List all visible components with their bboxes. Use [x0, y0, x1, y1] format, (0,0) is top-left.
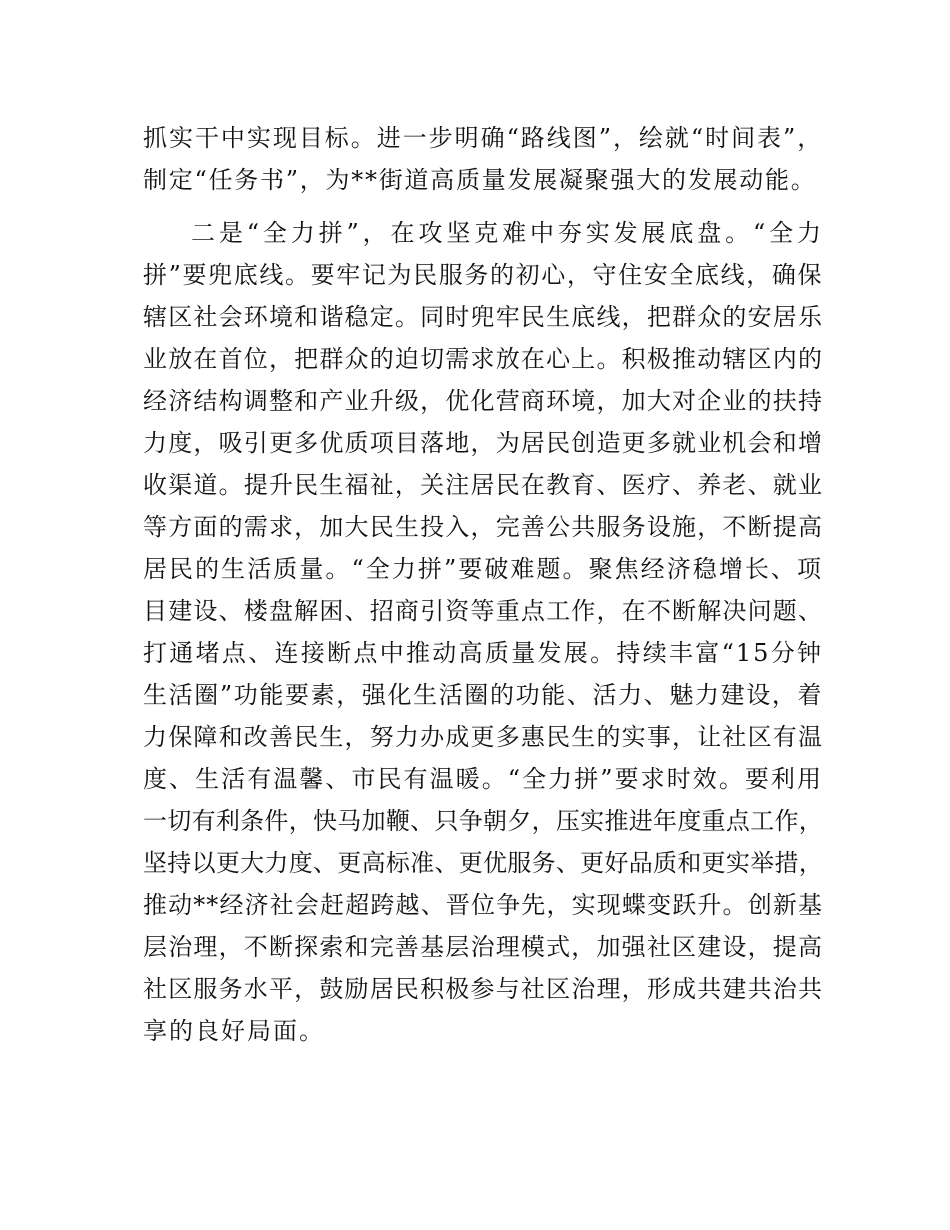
text-line: 拼”要兜底线。要牢记为民服务的初心，守住安全底线，确保 [143, 261, 823, 289]
text-line: 力保障和改善民生，努力办成更多惠民生的实事，让社区有温 [143, 723, 823, 751]
text-line: 层治理，不断探索和完善基层治理模式，加强社区建设，提高 [143, 933, 823, 961]
text-line: 坚持以更大力度、更高标准、更优服务、更好品质和更实举措， [143, 849, 823, 877]
paragraph-goal-continuation [143, 117, 823, 201]
text-line: 制定“任务书”，为**街道高质量发展凝聚强大的发展动能。 [143, 166, 817, 194]
text-line: 收渠道。提升民生福祉，关注居民在教育、医疗、养老、就业 [143, 471, 823, 499]
text-line: 业放在首位，把群众的迫切需求放在心上。积极推动辖区内的 [143, 345, 823, 373]
text-line: 辖区社会环境和谐稳定。同时兜牢民生底线，把群众的安居乐 [143, 303, 823, 331]
paragraph-full-effort [143, 212, 823, 1052]
text-line: 一切有利条件，快马加鞭、只争朝夕，压实推进年度重点工作， [143, 807, 823, 835]
text-line: 度、生活有温馨、市民有温暖。“全力拼”要求时效。要利用 [143, 765, 823, 793]
text-line: 推动**经济社会赶超跨越、晋位争先，实现蝶变跃升。创新基 [143, 891, 823, 919]
text-line: 居民的生活质量。“全力拼”要破难题。聚焦经济稳增长、项 [143, 555, 823, 583]
text-line: 打通堵点、连接断点中推动高质量发展。持续丰富“15分钟 [143, 639, 823, 667]
text-line: 目建设、楼盘解困、招商引资等重点工作，在不断解决问题、 [143, 597, 823, 625]
text-line: 享的良好局面。 [143, 1017, 325, 1045]
text-line: 抓实干中实现目标。进一步明确“路线图”，绘就“时间表”， [143, 124, 823, 152]
text-line: 等方面的需求，加大民生投入，完善公共服务设施，不断提高 [143, 513, 823, 541]
text-line: 力度，吸引更多优质项目落地，为居民创造更多就业机会和增 [143, 429, 823, 457]
text-line: 社区服务水平，鼓励居民积极参与社区治理，形成共建共治共 [143, 975, 823, 1003]
text-line: 经济结构调整和产业升级，优化营商环境，加大对企业的扶持 [143, 387, 823, 415]
text-line: 二是“全力拼”，在攻坚克难中夯实发展底盘。“全力 [191, 219, 823, 247]
text-line: 生活圈”功能要素，强化生活圈的功能、活力、魅力建设，着 [143, 681, 823, 709]
